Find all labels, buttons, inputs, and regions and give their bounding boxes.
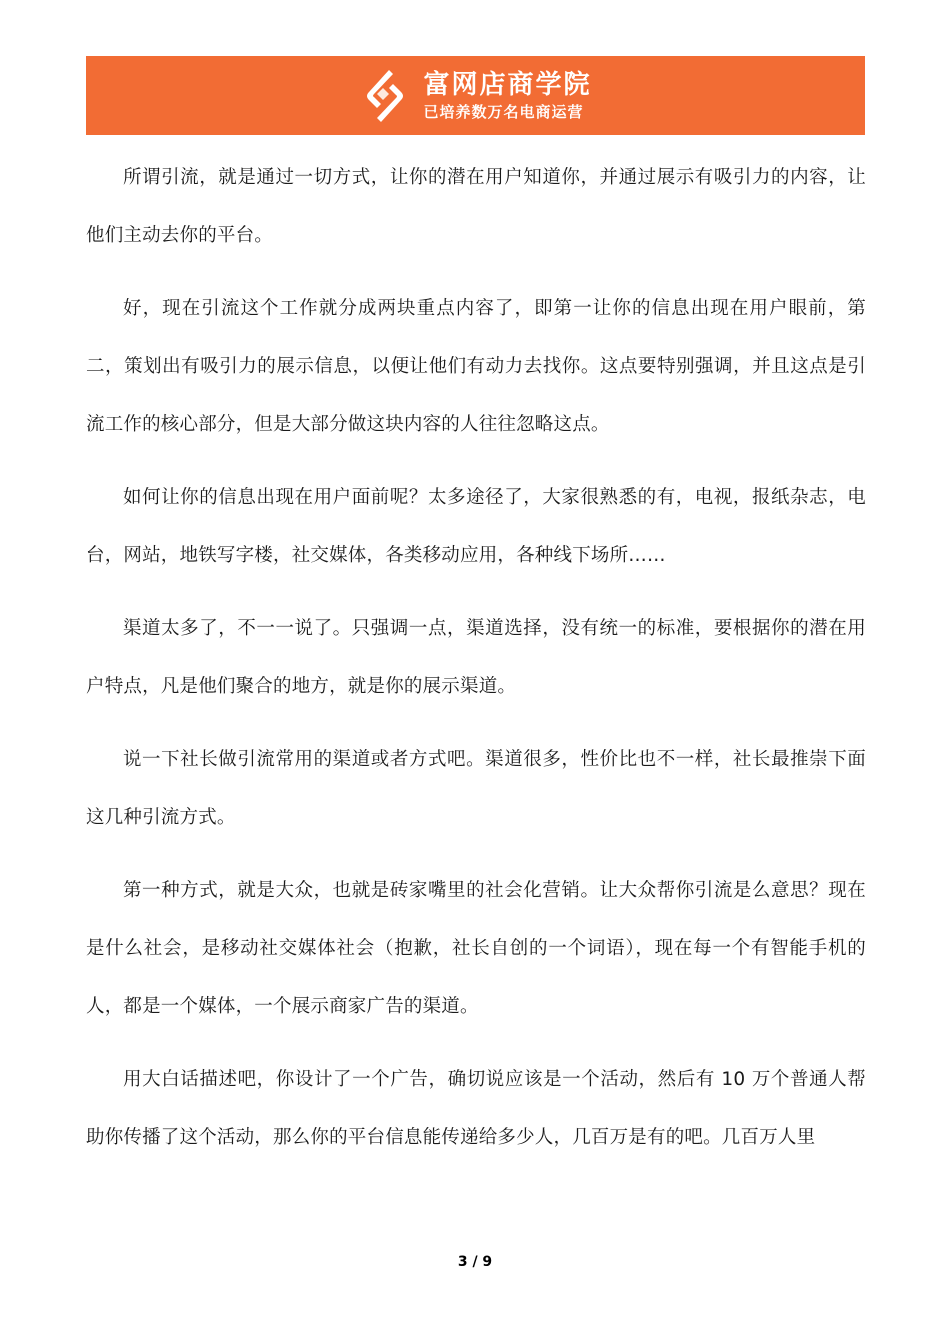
paragraph: 好，现在引流这个工作就分成两块重点内容了，即第一让你的信息出现在用户眼前，第二，策划出有吸引力的展示信息，以便让他们有动力去找你。这点要特别强调，并且这点是引流工作的核心部分，但是大部分做这块内容的人往往忽略这点。	[86, 298, 866, 435]
paragraph: 第一种方式，就是大众，也就是砖家嘴里的社会化营销。让大众帮你引流是么意思？现在是什么社会，是移动社交媒体社会（抱歉，社长自创的一个词语），现在每一个有智能手机的人，都是一个媒体，一个展示商家广告的渠道。	[86, 880, 866, 1017]
paragraph: 所谓引流，就是通过一切方式，让你的潜在用户知道你，并通过展示有吸引力的内容，让他们主动去你的平台。	[86, 167, 866, 246]
page-number: 3 / 9	[457, 1254, 493, 1270]
paragraph: 说一下社长做引流常用的渠道或者方式吧。渠道很多，性价比也不一样，社长最推崇下面这几种引流方式。	[86, 749, 866, 828]
brand-subtitle: 已培养数万名电商运营	[423, 102, 584, 121]
paragraph: 渠道太多了，不一一说了。只强调一点，渠道选择，没有统一的标准，要根据你的潜在用户特点，凡是他们聚合的地方，就是你的展示渠道。	[86, 618, 866, 697]
document-body	[86, 149, 866, 1182]
header-banner	[86, 56, 865, 135]
paragraph: 用大白话描述吧，你设计了一个广告，确切说应该是一个活动，然后有 10 万个普通人帮助你传播了这个活动，那么你的平台信息能传递给多少人，几百万是有的吧。几百万人里	[86, 1069, 866, 1148]
paragraph: 如何让你的信息出现在用户面前呢？太多途径了，大家很熟悉的有，电视，报纸杂志，电台，网站，地铁写字楼，社交媒体，各类移动应用，各种线下场所……	[86, 487, 866, 566]
banner-content	[359, 66, 591, 126]
brand-title: 富网店商学院	[423, 69, 592, 100]
brand-text	[423, 69, 591, 123]
brand-logo-icon	[359, 66, 411, 126]
